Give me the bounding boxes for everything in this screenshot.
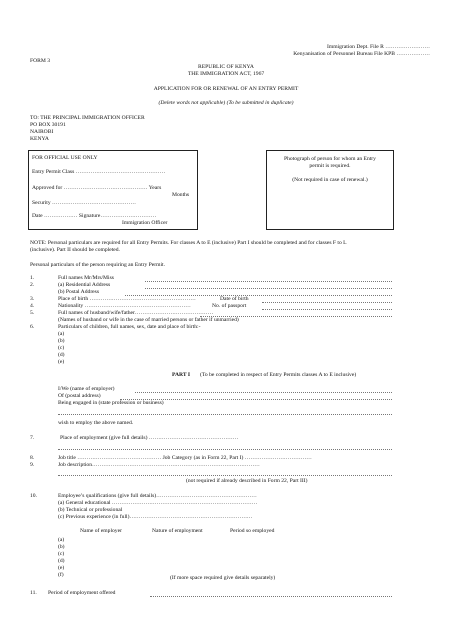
republic-heading: REPUBLIC OF KENYA [198,64,254,70]
residential-address-field[interactable] [145,288,392,289]
wish-to-employ: wish to employ the above named. [58,420,134,426]
experience-row-c[interactable]: (c) [58,551,65,557]
photo-line-3: (Not required in case of renewal.) [292,177,368,183]
photo-box [266,150,394,230]
employment-period-label: Period of employment offered [48,590,116,596]
act-heading: THE IMMIGRATION ACT, 1967 [187,71,265,77]
child-row-d[interactable]: (d) [58,352,65,358]
note-line-2: (inclusive). Part II should be completed. [30,247,120,253]
technical-professional-label: (b) Technical or professional [58,507,123,513]
passport-label: No. of passport [212,303,247,309]
instructions: (Delete words not applicable) (To be submitted in duplicate) [158,100,294,106]
address-box: PO BOX 30191 [30,122,66,128]
column-nature-of-employment: Nature of employment [152,528,203,534]
experience-row-a[interactable]: (a) [58,537,65,543]
nationality-field[interactable]: Nationality ………………………………………………… [58,303,191,309]
experience-row-d[interactable]: (d) [58,558,65,564]
general-education-field[interactable]: (a) General educational …………………………………………………………………… [58,500,258,506]
item-number: 7. [30,435,35,441]
part-1-subheading: (To be completed in respect of Entry Permits classes A to E inclusive) [200,372,357,378]
months-label: Months [172,192,190,198]
children-particulars-label: Particulars of children, full names, sex, date and place of birth:- [58,324,201,330]
item-number: 9. [30,462,35,468]
dept-file-ref: Immigration Dept. File R …………………… [326,44,430,50]
job-title-field[interactable]: Job title ……………………………………… Job Category (as in Form 22, Part I) ……………………………… [58,455,312,461]
part-1-heading: PART I [172,372,191,378]
child-row-e[interactable]: (e) [58,359,65,365]
spouse-father-names-field[interactable]: Full names of husband/wife/father…………………………………… [58,310,214,316]
employer-name-label: I/We (name of employer) [58,386,115,392]
item-number: 10. [30,493,37,499]
form-number: FORM 3 [30,58,51,64]
item-number: 1. [30,275,35,281]
child-row-a[interactable]: (a) [58,331,65,337]
spouse-father-note: (Names of husband or wife in the case of married persons or father if unmarried) [58,317,239,323]
photo-line-2: permit is required. [309,163,351,169]
child-row-b[interactable]: (b) [58,338,65,344]
bureau-file-ref: Kenyanisation of Personnel Bureau File KPB ……………… [293,51,430,57]
date-of-birth-field[interactable] [262,302,392,303]
personal-heading: Personal particulars of the person requiring an Entry Permit. [30,262,165,268]
place-of-employment-field[interactable]: Place of employment (give full details) ………………………………………… [60,435,239,441]
approved-for-field[interactable]: Approved for ……………………………………… Years [32,185,162,191]
child-row-c[interactable]: (c) [58,345,65,351]
address-country: KENYA [30,136,49,142]
profession-field[interactable] [58,414,392,415]
item-number: 4. [30,303,35,309]
address-to: TO: THE PRINCIPAL IMMIGRATION OFFICER [30,115,145,121]
more-space-note: (If more space required give details separately) [170,575,276,581]
place-of-employment-line[interactable] [58,449,392,450]
official-use-heading: FOR OFFICIAL USE ONLY [32,155,98,161]
item-number: 5. [30,310,35,316]
photo-line-1: Photograph of person for whom an Entry [284,156,376,162]
job-description-field[interactable]: Job description……………………………………………………………………………… [58,462,260,468]
place-of-birth-field[interactable]: Place of birth ………………………………………………… [58,296,196,302]
date-signature-field[interactable]: Date ……………… Signature………………………… [32,213,157,219]
employment-period-field[interactable] [150,596,392,597]
full-names-field[interactable] [145,281,392,282]
previous-experience-field[interactable]: (c) Previous experience (in full)………………………………………………………… [58,514,253,520]
experience-row-e[interactable]: (e) [58,565,65,571]
experience-row-f[interactable]: (f) [58,572,64,578]
security-field[interactable]: Security ……………………………………… [32,200,136,206]
item-number: 6. [30,324,35,330]
item-number: 8. [30,455,35,461]
note-line-1: NOTE: Personal particulars are required for all Entry Permits. For classes A to E (inclusive) Part I should be completed and for classes F to L [30,240,347,246]
employer-address-label: Of (postal address) [58,393,101,399]
job-description-line[interactable] [58,475,392,476]
experience-row-b[interactable]: (b) [58,544,65,550]
postal-address-label: (b) Postal Address [58,289,100,295]
full-names-label: Full names Mr/Mrs/Miss [58,275,114,281]
item-number: 2. [30,282,35,288]
column-period-employed: Period so employed [230,528,275,534]
address-city: NAIROBI [30,129,54,135]
official-use-box [28,150,198,230]
employer-name-field[interactable] [135,392,392,393]
passport-field[interactable] [262,309,392,310]
item-number: 11. [30,590,37,596]
qualifications-field[interactable]: Employee’s qualifications (give full details)……………………………………………… [58,493,257,499]
date-of-birth-label: Date of birth [220,296,249,302]
not-required-note: (not required if already described in Form 22, Part III) [186,478,308,484]
residential-address-label: (a) Residential Address [58,282,111,288]
entry-permit-class-field[interactable]: Entry Permit Class ………………………………………… [32,169,166,175]
column-name-of-employer: Name of employer [80,528,122,534]
page-title: APPLICATION FOR OR RENEWAL OF AN ENTRY PERMIT [153,86,299,92]
item-number: 3. [30,296,35,302]
profession-label: Being engaged in (state profession or business) [58,400,164,406]
immigration-officer-label: Immigration Officer [122,220,168,226]
